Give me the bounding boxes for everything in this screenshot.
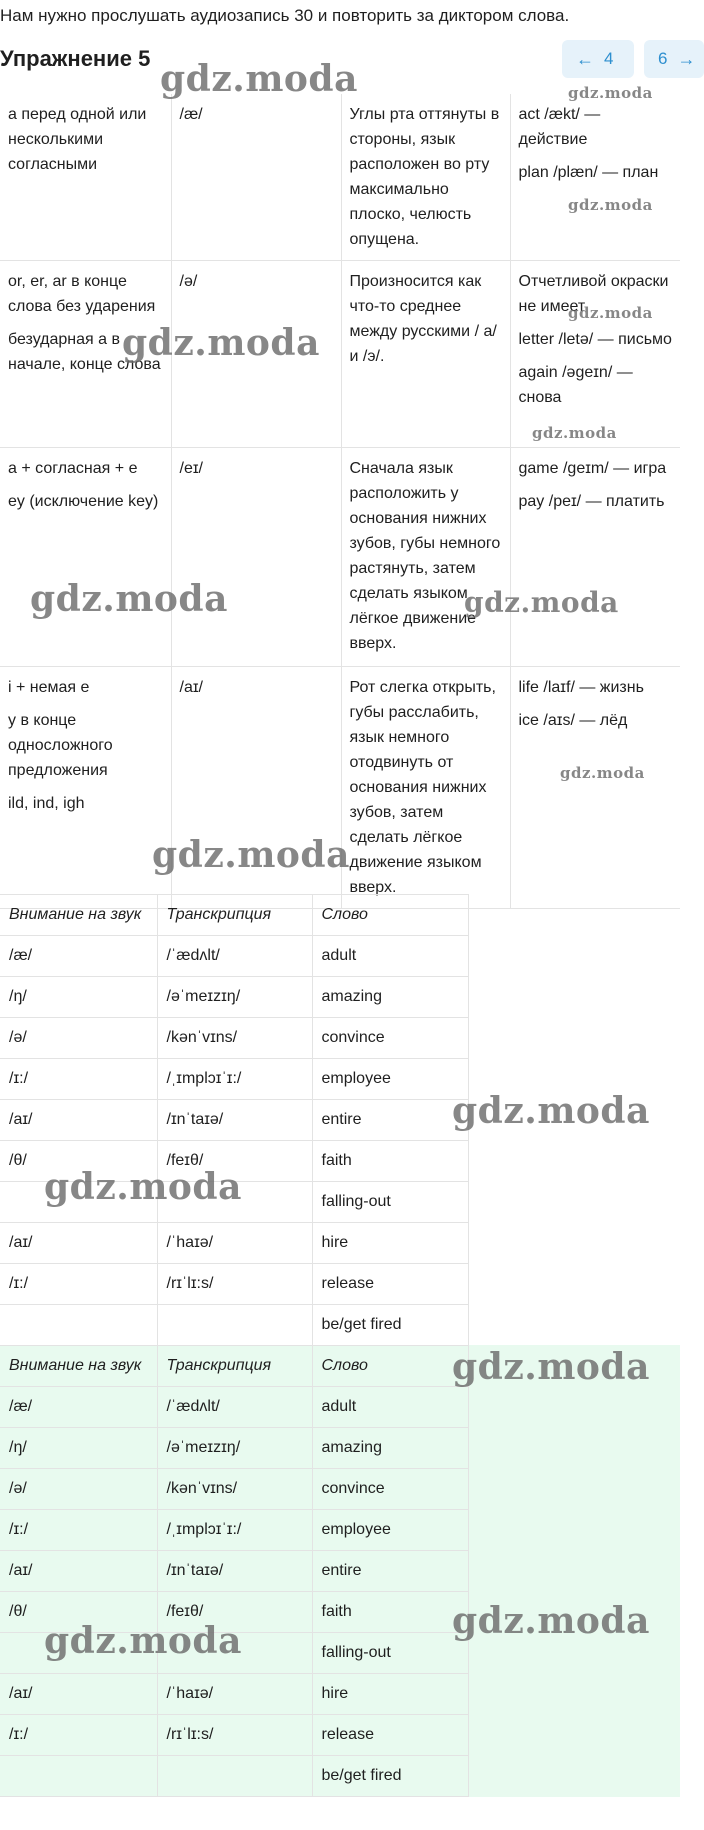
watermark: gdz.moda (122, 322, 320, 364)
rule-articulation-cell (341, 261, 510, 448)
next-exercise-label: 6 (658, 49, 668, 68)
watermark: gdz.moda (568, 304, 653, 322)
rule-letters-text: ild, ind, igh (8, 795, 85, 812)
rule-letters-text: безударная а в начале, конце слова (8, 331, 161, 373)
rule-sound-cell (171, 94, 341, 261)
table-row (0, 1510, 468, 1551)
rule-examples-cell (510, 94, 680, 261)
transcription-cell: /ˈædʌlt/ (157, 936, 312, 977)
rules-table (0, 94, 680, 909)
watermark: gdz.moda (568, 196, 653, 214)
word-cell: be/get fired (312, 1756, 468, 1797)
transcription-cell: /ɪnˈtaɪə/ (157, 1100, 312, 1141)
rule-letters-text: y в конце односложного предложения (8, 712, 113, 779)
rule-letters-cell (0, 667, 171, 909)
transcription-cell: /kənˈvɪns/ (157, 1469, 312, 1510)
sound-cell: /aɪ/ (0, 1223, 157, 1264)
table-row (0, 1674, 468, 1715)
table-row (0, 1469, 468, 1510)
rule-articulation: Сначала язык расположить у основания нижних зубов, губы немного растянуть, затем сделать языком лёгкое движение вверх. (349, 460, 501, 652)
table-row (0, 1428, 468, 1469)
transcription-cell: /əˈmeɪzɪŋ/ (157, 977, 312, 1018)
word-cell: entire (312, 1551, 468, 1592)
sound-cell: /aɪ/ (0, 1100, 157, 1141)
sound-cell: /aɪ/ (0, 1674, 157, 1715)
column-header-transcription: Транскрипция (157, 895, 312, 936)
word-cell: release (312, 1715, 468, 1756)
rule-sound-cell (171, 448, 341, 667)
sound-cell: /aɪ/ (0, 1551, 157, 1592)
rule-examples-cell (510, 667, 680, 909)
rule-sound: /aɪ/ (179, 679, 203, 696)
rule-example: letter /letə/ — письмо (518, 331, 672, 348)
transcription-cell: /ɪnˈtaɪə/ (157, 1551, 312, 1592)
rule-letters-text: a + согласная + e (8, 460, 138, 477)
word-cell: hire (312, 1223, 468, 1264)
sound-cell: /ɪ:/ (0, 1264, 157, 1305)
word-cell: adult (312, 1387, 468, 1428)
table-row (0, 1756, 468, 1797)
rule-letters-cell (0, 448, 171, 667)
watermark: gdz.moda (464, 586, 619, 619)
rule-articulation-cell (341, 448, 510, 667)
transcription-cell: /feɪθ/ (157, 1141, 312, 1182)
rule-sound: /æ/ (179, 106, 203, 123)
rule-letters-cell (0, 94, 171, 261)
rule-letters-text: a перед одной или несколькими согласными (8, 106, 147, 173)
arrow-left-icon: ← (576, 48, 594, 69)
sound-cell: /ɪ:/ (0, 1059, 157, 1100)
word-cell: amazing (312, 1428, 468, 1469)
table-row (0, 1223, 468, 1264)
sound-cell: /ɪ:/ (0, 1715, 157, 1756)
watermark: gdz.moda (568, 84, 653, 102)
transcription-cell (157, 1756, 312, 1797)
rule-example: pay /peɪ/ — платить (518, 493, 665, 510)
word-cell: adult (312, 936, 468, 977)
rule-examples-cell (510, 261, 680, 448)
rule-articulation: Углы рта оттянуты в стороны, язык расположен во рту максимально плоско, челюсть опущена. (349, 106, 500, 248)
table-row (0, 1551, 468, 1592)
word-cell: convince (312, 1018, 468, 1059)
rule-examples-cell (510, 448, 680, 667)
transcription-cell: /ˈhaɪə/ (157, 1674, 312, 1715)
table-row (0, 1387, 468, 1428)
watermark: gdz.moda (532, 424, 617, 442)
transcription-cell: /ˈhaɪə/ (157, 1223, 312, 1264)
exercise-title: Упражнение 5 (0, 46, 151, 71)
sound-cell (0, 1305, 157, 1346)
table-row (0, 1264, 468, 1305)
rule-letters-text: ey (исключение key) (8, 493, 159, 510)
watermark: gdz.moda (152, 834, 350, 876)
exercise-instruction: Нам нужно прослушать аудиозапись 30 и повторить за диктором слова. (0, 6, 570, 25)
rule-example: ice /aɪs/ — лёд (518, 712, 628, 729)
rule-articulation: Рот слегка открыть, губы расслабить, язык немного отодвинуть от основания нижних зубов, затем сделать лёгкое движение языком вверх. (349, 679, 496, 896)
table-row (0, 1715, 468, 1756)
sound-cell: /θ/ (0, 1592, 157, 1633)
rule-articulation-cell (341, 94, 510, 261)
words-table-highlighted (0, 1345, 469, 1797)
words-header-row (0, 895, 468, 936)
watermark: gdz.moda (44, 1620, 242, 1662)
watermark: gdz.moda (452, 1346, 650, 1388)
sound-cell: /θ/ (0, 1141, 157, 1182)
rule-example: again /əgeɪn/ — снова (518, 364, 633, 406)
sound-cell: /ə/ (0, 1018, 157, 1059)
word-cell: employee (312, 1059, 468, 1100)
sound-cell: /ŋ/ (0, 1428, 157, 1469)
arrow-right-icon: → (677, 48, 696, 69)
column-header-word: Слово (312, 895, 468, 936)
rule-letters-text: or, er, ar в конце слова без ударения (8, 273, 156, 315)
column-header-transcription: Транскрипция (157, 1346, 312, 1387)
word-cell: employee (312, 1510, 468, 1551)
table-row (0, 1100, 468, 1141)
word-cell: falling-out (312, 1633, 468, 1674)
table-row (0, 936, 468, 977)
watermark: gdz.moda (560, 764, 645, 782)
rule-articulation: Произносится как что-то среднее между русскими / а/ и /э/. (349, 273, 497, 365)
rule-example: Отчетливой окраски не имеет (518, 273, 669, 315)
word-cell: faith (312, 1141, 468, 1182)
transcription-cell: /əˈmeɪzɪŋ/ (157, 1428, 312, 1469)
word-cell: be/get fired (312, 1305, 468, 1346)
transcription-cell (157, 1305, 312, 1346)
word-cell: entire (312, 1100, 468, 1141)
next-exercise-button[interactable] (644, 40, 704, 78)
sound-cell: /æ/ (0, 1387, 157, 1428)
rule-example: act /ækt/ — действие (518, 106, 601, 148)
word-cell: falling-out (312, 1182, 468, 1223)
prev-exercise-label: 4 (604, 49, 614, 68)
transcription-cell: /ˌɪmplɔɪˈɪ:/ (157, 1059, 312, 1100)
rule-example: plan /plæn/ — план (518, 164, 659, 181)
transcription-cell: /ˈædʌlt/ (157, 1387, 312, 1428)
rules-row (0, 261, 680, 448)
word-cell: amazing (312, 977, 468, 1018)
column-header-sound: Внимание на звук (0, 1346, 157, 1387)
rule-articulation-cell (341, 667, 510, 909)
word-cell: convince (312, 1469, 468, 1510)
sound-cell: /ŋ/ (0, 977, 157, 1018)
rule-example: game /geɪm/ — игра (518, 460, 667, 477)
table-row (0, 1059, 468, 1100)
sound-cell: /ɪ:/ (0, 1510, 157, 1551)
table-row (0, 1305, 468, 1346)
watermark: gdz.moda (30, 578, 228, 620)
transcription-cell: /rɪˈlɪ:s/ (157, 1264, 312, 1305)
rules-row (0, 448, 680, 667)
watermark: gdz.moda (452, 1600, 650, 1642)
transcription-cell: /feɪθ/ (157, 1592, 312, 1633)
sound-cell: /æ/ (0, 936, 157, 977)
prev-exercise-button[interactable] (562, 40, 634, 78)
words-table (0, 894, 469, 1346)
table-row (0, 1018, 468, 1059)
table-row (0, 977, 468, 1018)
rule-sound: /ə/ (179, 273, 198, 290)
watermark: gdz.moda (452, 1090, 650, 1132)
transcription-cell: /kənˈvɪns/ (157, 1018, 312, 1059)
watermark: gdz.moda (44, 1166, 242, 1208)
word-cell: hire (312, 1674, 468, 1715)
word-cell: faith (312, 1592, 468, 1633)
rule-sound: /eɪ/ (179, 460, 203, 477)
word-cell: release (312, 1264, 468, 1305)
sound-cell (0, 1756, 157, 1797)
column-header-word: Слово (312, 1346, 468, 1387)
rule-letters-text: i + немая e (8, 679, 90, 696)
column-header-sound: Внимание на звук (0, 895, 157, 936)
transcription-cell: /ˌɪmplɔɪˈɪ:/ (157, 1510, 312, 1551)
watermark: gdz.moda (160, 58, 358, 100)
rule-example: life /laɪf/ — жизнь (518, 679, 644, 696)
rules-row (0, 94, 680, 261)
transcription-cell: /rɪˈlɪ:s/ (157, 1715, 312, 1756)
sound-cell: /ə/ (0, 1469, 157, 1510)
words-header-row (0, 1346, 468, 1387)
